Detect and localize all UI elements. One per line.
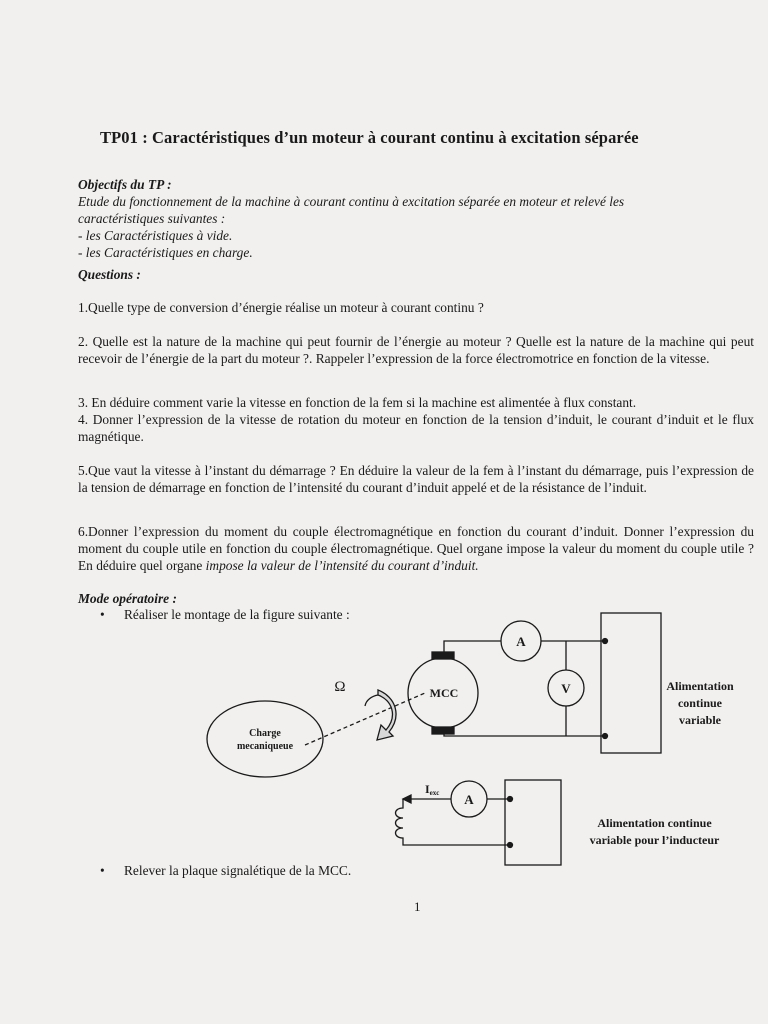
iexc-arrow xyxy=(403,795,411,803)
brush-top xyxy=(432,652,454,659)
alim-label xyxy=(655,678,745,729)
alim-box xyxy=(601,613,661,753)
bullet-icon: • xyxy=(100,863,105,878)
question-3: 3. En déduire comment varie la vitesse en fonction de la fem si la machine est alimentée à flux constant. xyxy=(78,395,637,410)
ammeter-exc-label: A xyxy=(464,792,474,807)
bullet-icon: • xyxy=(100,607,105,622)
omega-label: Ω xyxy=(334,679,346,695)
page-number: 1 xyxy=(414,899,421,914)
voltmeter-label: V xyxy=(561,681,571,696)
alim-exc-label xyxy=(572,815,737,849)
alim-exc-label-line: Alimentation continue xyxy=(597,816,712,830)
rotation-arrow xyxy=(377,690,396,740)
alim-label-line: variable xyxy=(679,713,721,727)
question-2: 2. Quelle est la nature de la machine qui peut fournir de l’énergie au moteur ? Quelle est la nature de la machine qui peut recevoir de l’énergie de la part du moteur ?. Rappeler l’expression de la force électromotrice en fonction de la vitesse. xyxy=(78,334,754,366)
objectifs-line: caractéristiques suivantes : xyxy=(78,211,226,226)
objectifs-heading: Objectifs du TP : xyxy=(78,177,172,192)
rotation-arrow-tail xyxy=(365,695,378,706)
questions-heading: Questions : xyxy=(78,267,141,282)
charge-label: Charge xyxy=(249,728,281,739)
wire-bottom xyxy=(444,728,605,736)
question-5: 5.Que vaut la vitesse à l’instant du démarrage ? En déduire la valeur de la fem à l’instant du démarrage, puis l’expression de la tension de démarrage en fonction de l’intensité du courant d’induit appelé et de la résistance de l’induit. xyxy=(78,463,754,495)
objectifs-line: - les Caractéristiques à vide. xyxy=(78,228,233,243)
alim-exc-box xyxy=(505,780,561,865)
bullet-item xyxy=(100,863,351,879)
charge-label: mecaniqueue xyxy=(236,741,294,752)
load-ellipse xyxy=(207,701,323,777)
bullet-text: Relever la plaque signalétique de la MCC. xyxy=(124,863,352,878)
iexc-main: I xyxy=(425,782,430,796)
alim-label-line: continue xyxy=(677,696,722,710)
mcc-label: MCC xyxy=(429,686,459,700)
objectifs-line: Etude du fonctionnement de la machine à courant continu à excitation séparée en moteur et relevé les xyxy=(78,194,625,209)
iexc-label xyxy=(425,782,439,797)
question-1: 1.Quelle type de conversion d’énergie réalise un moteur à courant continu ? xyxy=(78,300,484,315)
brush-bottom xyxy=(432,727,454,734)
question-6-italic: impose la valeur de l’intensité du courant d’induit. xyxy=(205,558,479,573)
question-4: 4. Donner l’expression de la vitesse de rotation du moteur en fonction de la tension d’induit, le courant d’induit et le flux magnétique. xyxy=(78,412,754,444)
iexc-sub: exc xyxy=(429,789,440,797)
question-6-text: 6.Donner l’expression du moment du couple électromagnétique en fonction du courant d’induit. Donner l’expression du moment du couple utile en fonction du couple électromagnétique. Quel organe impose la valeur du moment du couple utile ? En déduire quel organe xyxy=(78,524,754,573)
mode-heading: Mode opératoire : xyxy=(78,591,177,606)
page-title: TP01 : Caractéristiques d’un moteur à courant continu à excitation séparée xyxy=(100,128,639,147)
alim-exc-label-line: variable pour l’inducteur xyxy=(589,833,720,847)
alim-label-line: Alimentation xyxy=(666,679,734,693)
objectifs-line: - les Caractéristiques en charge. xyxy=(78,245,253,260)
bullet-text: Réaliser le montage de la figure suivante : xyxy=(124,607,350,622)
ammeter-label: A xyxy=(516,634,526,649)
